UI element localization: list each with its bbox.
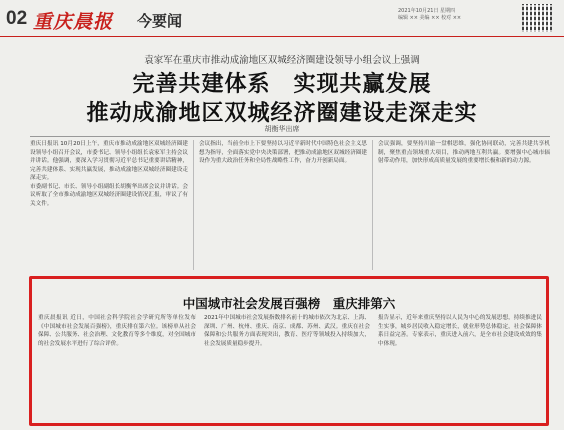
lead-body-col3 <box>378 140 550 270</box>
paragraph: 报告显示，近年来重庆坚持以人民为中心的发展思想，持续推进民生实事，城乡居民收入稳定增长，就业形势总体稳定，社会保障体系日益完善。专家表示，重庆进入前六，是全市社会建设成效的集中体现。 <box>378 315 542 347</box>
lead-headline-line2: 推动成渝地区双城经济圈建设走深走实 <box>86 100 478 126</box>
paragraph: 会议强调，要坚持川渝一盘棋思维，强化协同联动，完善共建共享机制，聚焦重点领域重大项目，推动两地互利共赢。要增强中心城市辐射带动作用，加快形成高质量发展的重要增长极和新的动力源。 <box>378 141 550 164</box>
qr-code-icon <box>522 4 552 32</box>
editor-line: 编辑 ×× 美编 ×× 校对 ×× <box>398 15 462 21</box>
date-line: 2021年10月21日 星期四 <box>398 8 456 14</box>
date-info <box>398 8 518 22</box>
lead-kicker: 袁家军在重庆市推动成渝地区双城经济圈建设领导小组会议上强调 <box>144 55 420 66</box>
paragraph: 重庆晨报讯 近日，中国社会科学院社会学研究所等单位发布《中国城市社会发展百强榜》，重庆排在第六位。该榜单从社会保障、公共服务、社会治理、文化教育等多个维度，对全国城市的社会发展水平进行了综合评价。 <box>38 315 196 347</box>
section-name: 今要闻 <box>137 12 183 30</box>
paper-name: 重庆晨报 <box>33 11 114 33</box>
paragraph: 重庆日报讯 10月20日上午，重庆市推动成渝地区双城经济圈建设领导小组召开会议，市委书记、领导小组组长袁家军主持会议并讲话。他强调，要深入学习贯彻习近平总书记重要讲话精神，完善共建体系、实现共赢发展，推动成渝地区双城经济圈建设走深走实。 <box>30 141 188 181</box>
page-header <box>0 0 564 37</box>
lead-body-col1 <box>30 140 188 270</box>
highlight-body-col1 <box>38 314 196 420</box>
lead-byline: 胡衡华出席 <box>264 125 300 133</box>
highlight-headline: 中国城市社会发展百强榜 重庆排第六 <box>182 296 396 311</box>
paragraph: 会议指出，当前全市上下要坚持以习近平新时代中国特色社会主义思想为指导，全面落实党中央决策部署，把推动成渝地区双城经济圈建设作为重大政治任务和全局性战略性工作，奋力开创新局面。 <box>199 141 367 164</box>
highlight-body-col3 <box>378 314 542 420</box>
lead-headline-line1: 完善共建体系 实现共赢发展 <box>132 71 432 97</box>
paragraph: 市委副书记、市长、领导小组副组长胡衡华出席会议并讲话。会议听取了全市推动成渝地区双城经济圈建设情况汇报，审议了有关文件。 <box>30 183 188 207</box>
highlight-body-col2 <box>204 314 370 420</box>
column-divider <box>193 140 194 270</box>
column-divider <box>372 140 373 270</box>
page-number: 02 <box>6 8 28 29</box>
divider <box>30 136 550 137</box>
paragraph: 2021年中国城市社会发展指数排名前十的城市依次为北京、上海、深圳、广州、杭州、重庆、南京、成都、苏州、武汉。重庆在社会保障和公共服务方面表现突出，教育、医疗等领域投入持续加大，社会发展质量稳步提升。 <box>204 315 370 347</box>
lead-body-col2 <box>199 140 367 270</box>
